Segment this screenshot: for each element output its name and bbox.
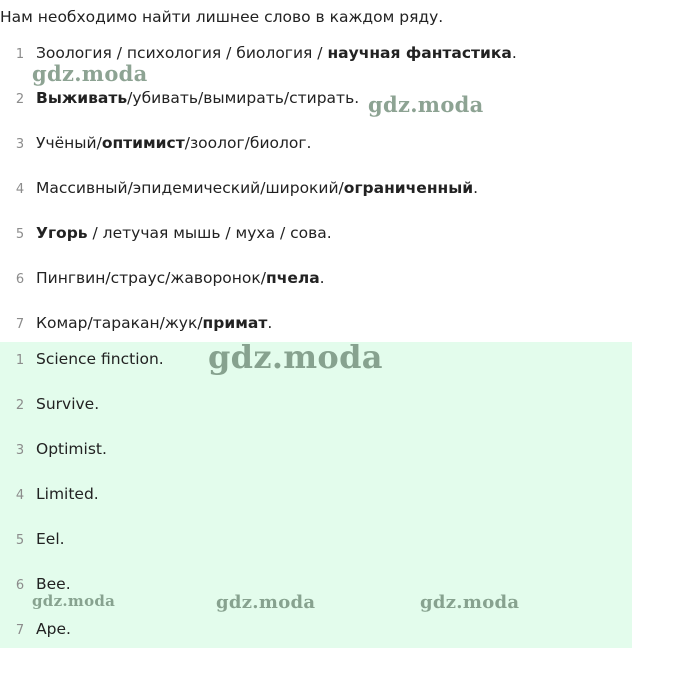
question-item [0,76,632,121]
item-number: 3 [15,443,25,458]
question-item [0,211,632,256]
odd-word: Выживать [36,89,128,107]
question-item [0,121,632,166]
answer-text: Bee. [36,575,71,593]
item-number: 7 [15,317,25,332]
item-number: 1 [15,353,25,368]
question-text: Учёный/оптимист/зоолог/биолог. [36,134,312,152]
question-text: Пингвин/страус/жаворонок/пчела. [36,269,325,287]
answer-item [0,387,632,432]
item-number: 1 [15,47,25,62]
item-number: 4 [15,488,25,503]
question-text: Комар/таракан/жук/примат. [36,314,273,332]
watermark: gdz.moda [208,338,383,376]
item-number: 5 [15,533,25,548]
task-instruction: Нам необходимо найти лишнее слово в каждом ряду. [0,8,444,26]
item-number: 5 [15,227,25,242]
question-item [0,166,632,211]
odd-word: оптимист [101,134,185,152]
item-number: 2 [15,398,25,413]
watermark: gdz.moda [420,592,520,613]
watermark: gdz.moda [32,592,116,610]
answer-item [0,567,632,612]
answer-item [0,342,632,387]
answer-text: Limited. [36,485,99,503]
watermark: gdz.moda [368,92,484,117]
question-text: Зоология / психология / биология / научная фантастика. [36,44,517,62]
question-item [0,31,632,76]
answer-text: Survive. [36,395,100,413]
odd-word: Угорь [36,224,88,242]
item-number: 6 [15,578,25,593]
answer-item [0,432,632,477]
item-number: 6 [15,272,25,287]
answer-text: Ape. [36,620,71,638]
item-number: 4 [15,182,25,197]
item-number: 2 [15,92,25,107]
answer-text: Science finction. [36,350,164,368]
answer-list [0,342,632,648]
answer-text: Eel. [36,530,65,548]
answer-item [0,612,632,657]
odd-word: пчела [265,269,320,287]
question-text: Выживать/убивать/вымирать/стирать. [36,89,360,107]
item-number: 7 [15,623,25,638]
answer-item [0,477,632,522]
question-text: Угорь / летучая мышь / муха / сова. [36,224,332,242]
odd-word: примат [202,314,268,332]
odd-word: ограниченный [343,179,474,197]
watermark: gdz.moda [216,592,316,613]
answer-text: Optimist. [36,440,107,458]
item-number: 3 [15,137,25,152]
question-item [0,301,632,346]
question-text: Массивный/эпидемический/широкий/ограниченный. [36,179,479,197]
answer-item [0,522,632,567]
question-item [0,256,632,301]
odd-word: научная фантастика [327,44,512,62]
watermark: gdz.moda [32,61,148,86]
